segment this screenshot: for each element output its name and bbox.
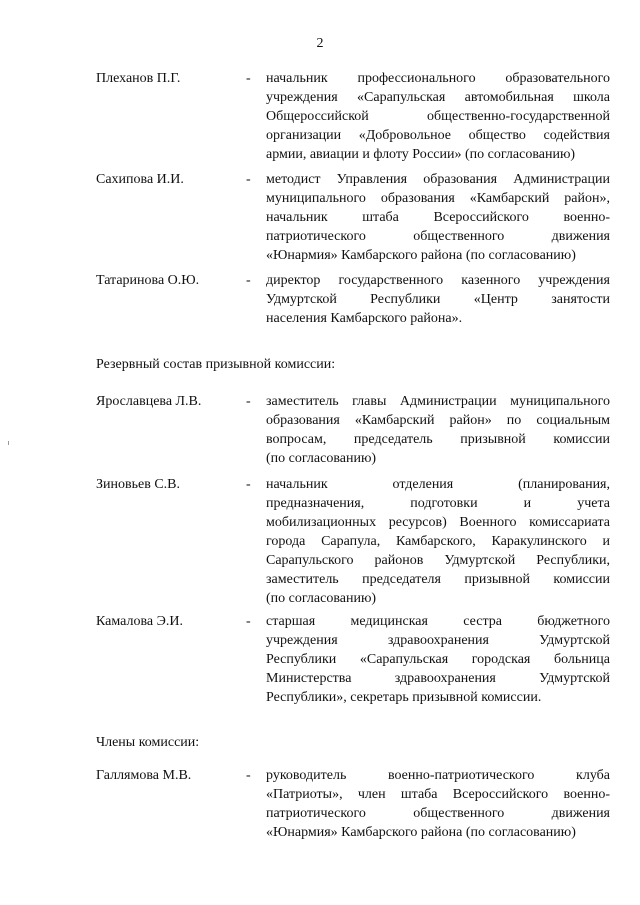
description-line: методист Управления образования Администрации bbox=[266, 172, 610, 187]
members-section-heading: Члены комиссии: bbox=[96, 735, 200, 750]
reserve-section-heading: Резервный состав призывной комиссии: bbox=[96, 357, 336, 372]
member-name: Сахипова И.И. bbox=[96, 172, 184, 187]
description-line: заместитель председателя призывной комиссии bbox=[266, 572, 610, 587]
member-dash: - bbox=[246, 172, 251, 187]
member-dash: - bbox=[246, 394, 251, 409]
member-description bbox=[266, 612, 610, 707]
member-dash: - bbox=[246, 768, 251, 783]
description-line: населения Камбарского района». bbox=[266, 311, 463, 326]
description-line: образования «Камбарский район» по социальным bbox=[266, 413, 610, 428]
description-line: армии, авиации и флоту России» (по согласованию) bbox=[266, 147, 576, 162]
description-line: города Сарапула, Камбарского, Каракулинского и bbox=[266, 534, 610, 549]
member-description bbox=[266, 271, 610, 328]
description-line: старшая медицинская сестра бюджетного bbox=[266, 614, 610, 629]
member-name: Татаринова О.Ю. bbox=[96, 273, 200, 288]
description-line: патриотического общественного движения bbox=[266, 806, 610, 821]
member-name: Зиновьев С.В. bbox=[96, 477, 180, 492]
description-line: начальник профессионального образовательного bbox=[266, 71, 610, 86]
description-line: учреждения здравоохранения Удмуртской bbox=[266, 633, 610, 648]
member-dash: - bbox=[246, 273, 251, 288]
margin-mark bbox=[8, 441, 9, 445]
member-description bbox=[266, 766, 610, 842]
description-line: руководитель военно-патриотического клуба bbox=[266, 768, 610, 783]
member-name: Плеханов П.Г. bbox=[96, 71, 181, 86]
member-description bbox=[266, 69, 610, 164]
description-line: «Патриоты», член штаба Всероссийского военно- bbox=[266, 787, 610, 802]
member-name: Галлямова М.В. bbox=[96, 768, 192, 783]
member-dash: - bbox=[246, 477, 251, 492]
member-name: Камалова Э.И. bbox=[96, 614, 183, 629]
description-line: Республики», секретарь призывной комиссии. bbox=[266, 690, 542, 705]
description-line: организации «Добровольное общество содействия bbox=[266, 128, 610, 143]
description-line: Общероссийской общественно-государственной bbox=[266, 109, 610, 124]
description-line: начальник отделения (планирования, bbox=[266, 477, 610, 492]
description-line: Удмуртской Республики «Центр занятости bbox=[266, 292, 610, 307]
description-line: патриотического общественного движения bbox=[266, 229, 610, 244]
member-dash: - bbox=[246, 71, 251, 86]
description-line: начальник штаба Всероссийского военно- bbox=[266, 210, 610, 225]
description-line: (по согласованию) bbox=[266, 451, 377, 466]
description-line: Республики «Сарапульская городская больница bbox=[266, 652, 610, 667]
description-line: вопросам, председатель призывной комиссии bbox=[266, 432, 610, 447]
description-line: «Юнармия» Камбарского района (по согласованию) bbox=[266, 825, 576, 840]
description-line: Сарапульского районов Удмуртской Республики, bbox=[266, 553, 610, 568]
description-line: директор государственного казенного учреждения bbox=[266, 273, 610, 288]
description-line: муниципального образования «Камбарский район», bbox=[266, 191, 610, 206]
member-name: Ярославцева Л.В. bbox=[96, 394, 202, 409]
member-description bbox=[266, 170, 610, 265]
member-dash: - bbox=[246, 614, 251, 629]
page-number: 2 bbox=[316, 36, 324, 51]
description-line: Министерства здравоохранения Удмуртской bbox=[266, 671, 610, 686]
description-line: «Юнармия» Камбарского района (по согласованию) bbox=[266, 248, 576, 263]
member-description bbox=[266, 475, 610, 608]
description-line: предназначения, подготовки и учета bbox=[266, 496, 610, 511]
description-line: (по согласованию) bbox=[266, 591, 377, 606]
member-description bbox=[266, 392, 610, 468]
description-line: учреждения «Сарапульская автомобильная школа bbox=[266, 90, 610, 105]
description-line: заместитель главы Администрации муниципального bbox=[266, 394, 610, 409]
description-line: мобилизационных ресурсов) Военного комиссариата bbox=[266, 515, 610, 530]
